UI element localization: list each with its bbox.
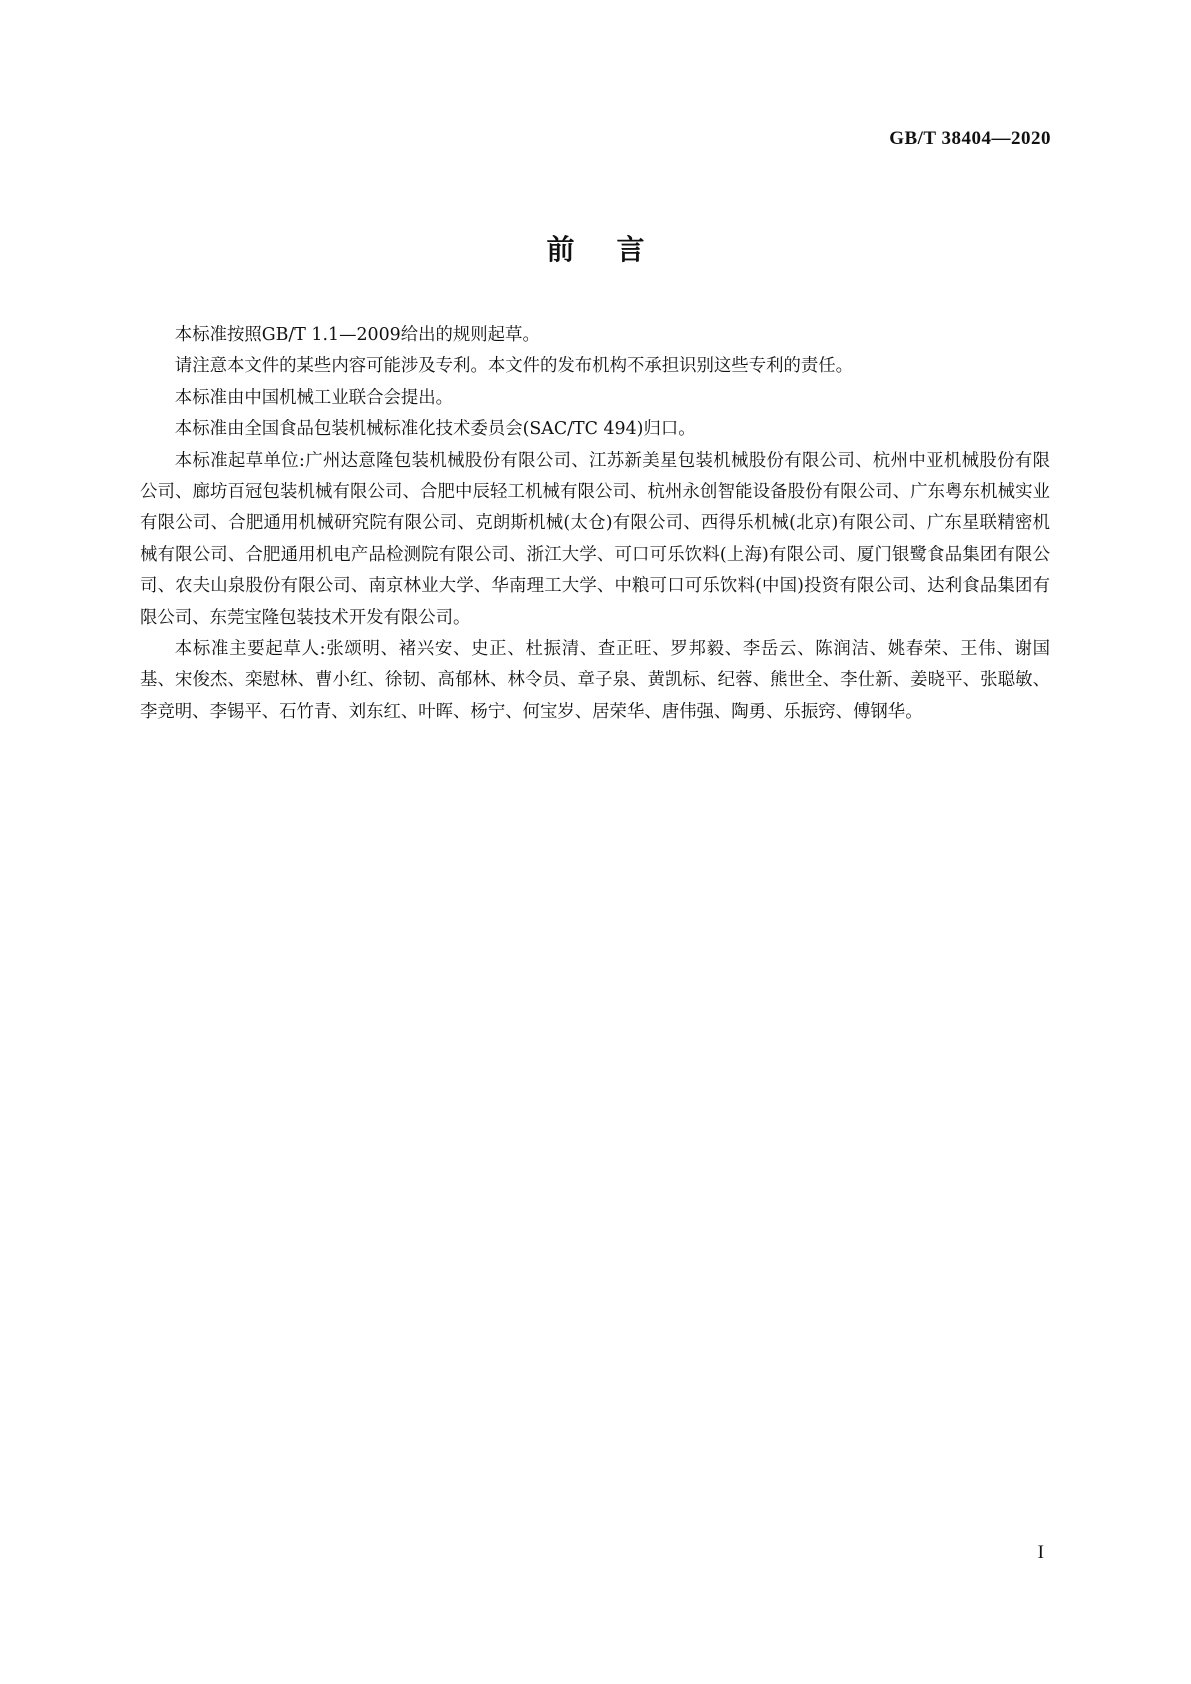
standard-code: GB/T 38404—2020 xyxy=(889,128,1051,149)
paragraph-drafting-units: 本标准起草单位:广州达意隆包装机械股份有限公司、江苏新美星包装机械股份有限公司、杭州中亚机械股份有限公司、廊坊百冠包装机械有限公司、合肥中辰轻工机械有限公司、杭州永创智能设备股份有限公司、广东粤东机械实业有限公司、合肥通用机械研究院有限公司、克朗斯机械(太仓)有限公司、西得乐机械(北京)有限公司、广东星联精密机械有限公司、合肥通用机电产品检测院有限公司、浙江大学、可口可乐饮料(上海)有限公司、厦门银鹭食品集团有限公司、农夫山泉股份有限公司、南京林业大学、华南理工大学、中粮可口可乐饮料(中国)投资有限公司、达利食品集团有限公司、东莞宝隆包装技术开发有限公司。 xyxy=(140,450,1050,628)
paragraph-proposer: 本标准由中国机械工业联合会提出。 xyxy=(174,387,454,408)
paragraph-patent-notice: 请注意本文件的某些内容可能涉及专利。本文件的发布机构不承担识别这些专利的责任。 xyxy=(174,356,854,377)
foreword-body xyxy=(140,320,1050,728)
page-title: 前言 xyxy=(546,233,687,266)
paragraph-drafting-rules: 本标准按照GB/T 1.1—2009给出的规则起草。 xyxy=(174,325,540,345)
paragraph-drafters: 本标准主要起草人:张颂明、褚兴安、史正、杜振清、查正旺、罗邦毅、李岳云、陈润洁、姚春荣、王伟、谢国基、宋俊杰、栾慰林、曹小红、徐韧、高郁林、林令员、章子泉、黄凯标、纪蓉、熊世全、李仕新、姜晓平、张聪敏、李竞明、李锡平、石竹青、刘东红、叶晖、杨宁、何宝岁、居荣华、唐伟强、陶勇、乐振窍、傅钢华。 xyxy=(140,639,1050,722)
page-number: I xyxy=(1037,1542,1044,1563)
paragraph-technical-committee: 本标准由全国食品包装机械标准化技术委员会(SAC/TC 494)归口。 xyxy=(174,419,696,440)
